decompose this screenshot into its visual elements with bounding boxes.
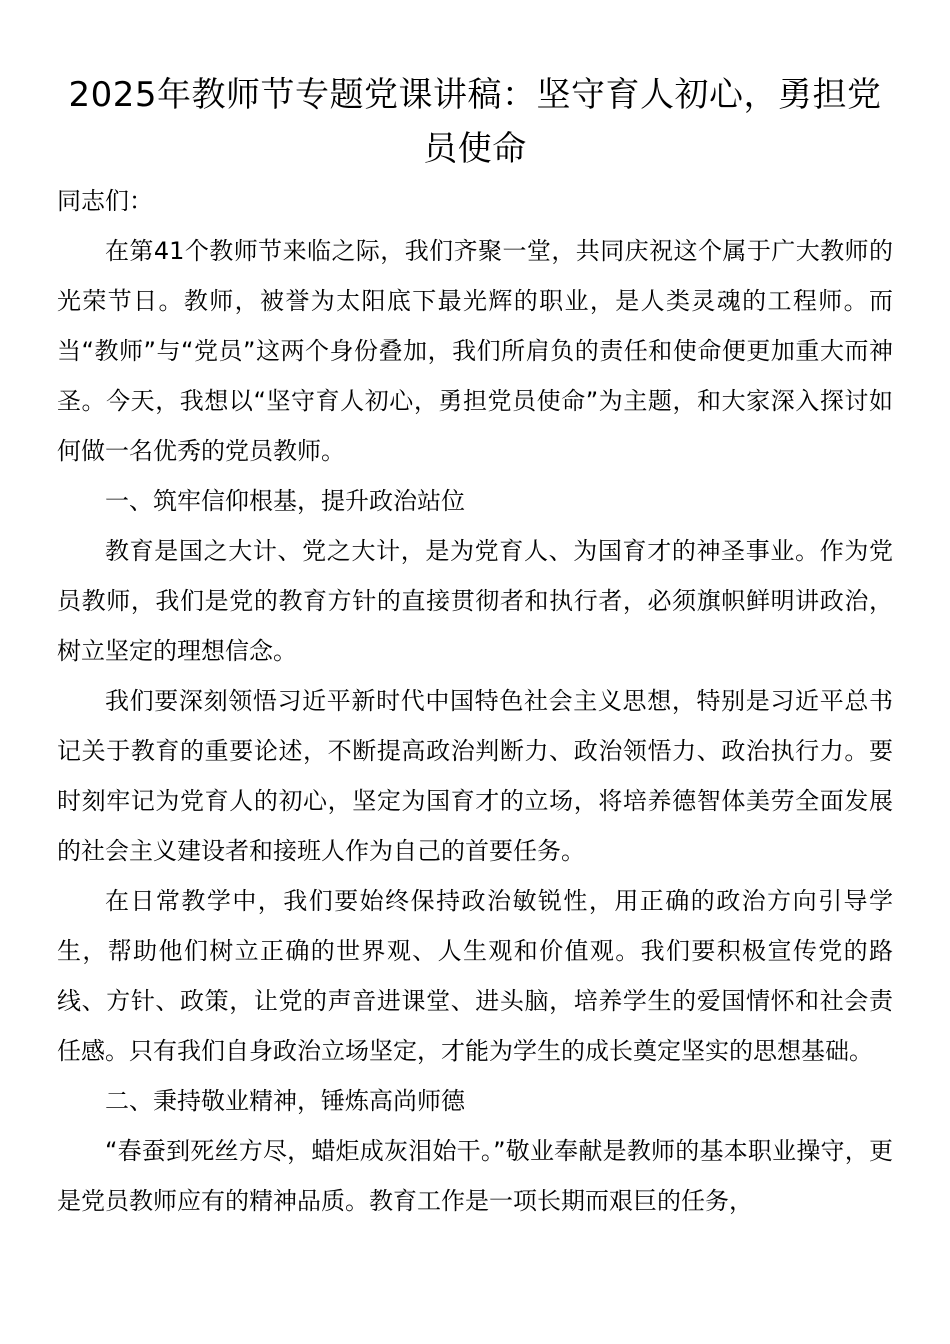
- paragraph-section1-c: 在日常教学中，我们要始终保持政治敏锐性，用正确的政治方向引导学生，帮助他们树立正确的世界观、人生观和价值观。我们要积极宣传党的路线、方针、政策，让党的声音进课堂、进头脑，培养学生的爱国情怀和社会责任感。只有我们自身政治立场坚定，才能为学生的成长奠定坚实的思想基础。: [57, 887, 893, 1065]
- document-title: 2025年教师节专题党课讲稿：坚守育人初心，勇担党员使命: [68, 75, 882, 169]
- section-heading-2: 二、秉持敬业精神，锤炼高尚师德: [105, 1087, 465, 1115]
- paragraph-section1-b: 我们要深刻领悟习近平新时代中国特色社会主义思想，特别是习近平总书记关于教育的重要论述，不断提高政治判断力、政治领悟力、政治执行力。要时刻牢记为党育人的初心，坚定为国育才的立场，将培养德智体美劳全面发展的社会主义建设者和接班人作为自己的首要任务。: [57, 687, 893, 865]
- salutation: 同志们：: [57, 187, 153, 215]
- paragraph-section2-a: “春蚕到死丝方尽，蜡炬成灰泪始干。”敬业奉献是教师的基本职业操守，更是党员教师应有的精神品质。教育工作是一项长期而艰巨的任务，: [57, 1137, 893, 1215]
- paragraph-section1-a: 教育是国之大计、党之大计，是为党育人、为国育才的神圣事业。作为党员教师，我们是党的教育方针的直接贯彻者和执行者，必须旗帜鲜明讲政治，树立坚定的理想信念。: [57, 537, 893, 665]
- section-heading-1: 一、筑牢信仰根基，提升政治站位: [105, 487, 465, 515]
- paragraph-intro: 在第41个教师节来临之际，我们齐聚一堂，共同庆祝这个属于广大教师的光荣节日。教师，被誉为太阳底下最光辉的职业，是人类灵魂的工程师。而当“教师”与“党员”这两个身份叠加，我们所肩负的责任和使命便更加重大而神圣。今天，我想以“坚守育人初心，勇担党员使命”为主题，和大家深入探讨如何做一名优秀的党员教师。: [57, 237, 893, 465]
- document-page: [57, 68, 893, 1226]
